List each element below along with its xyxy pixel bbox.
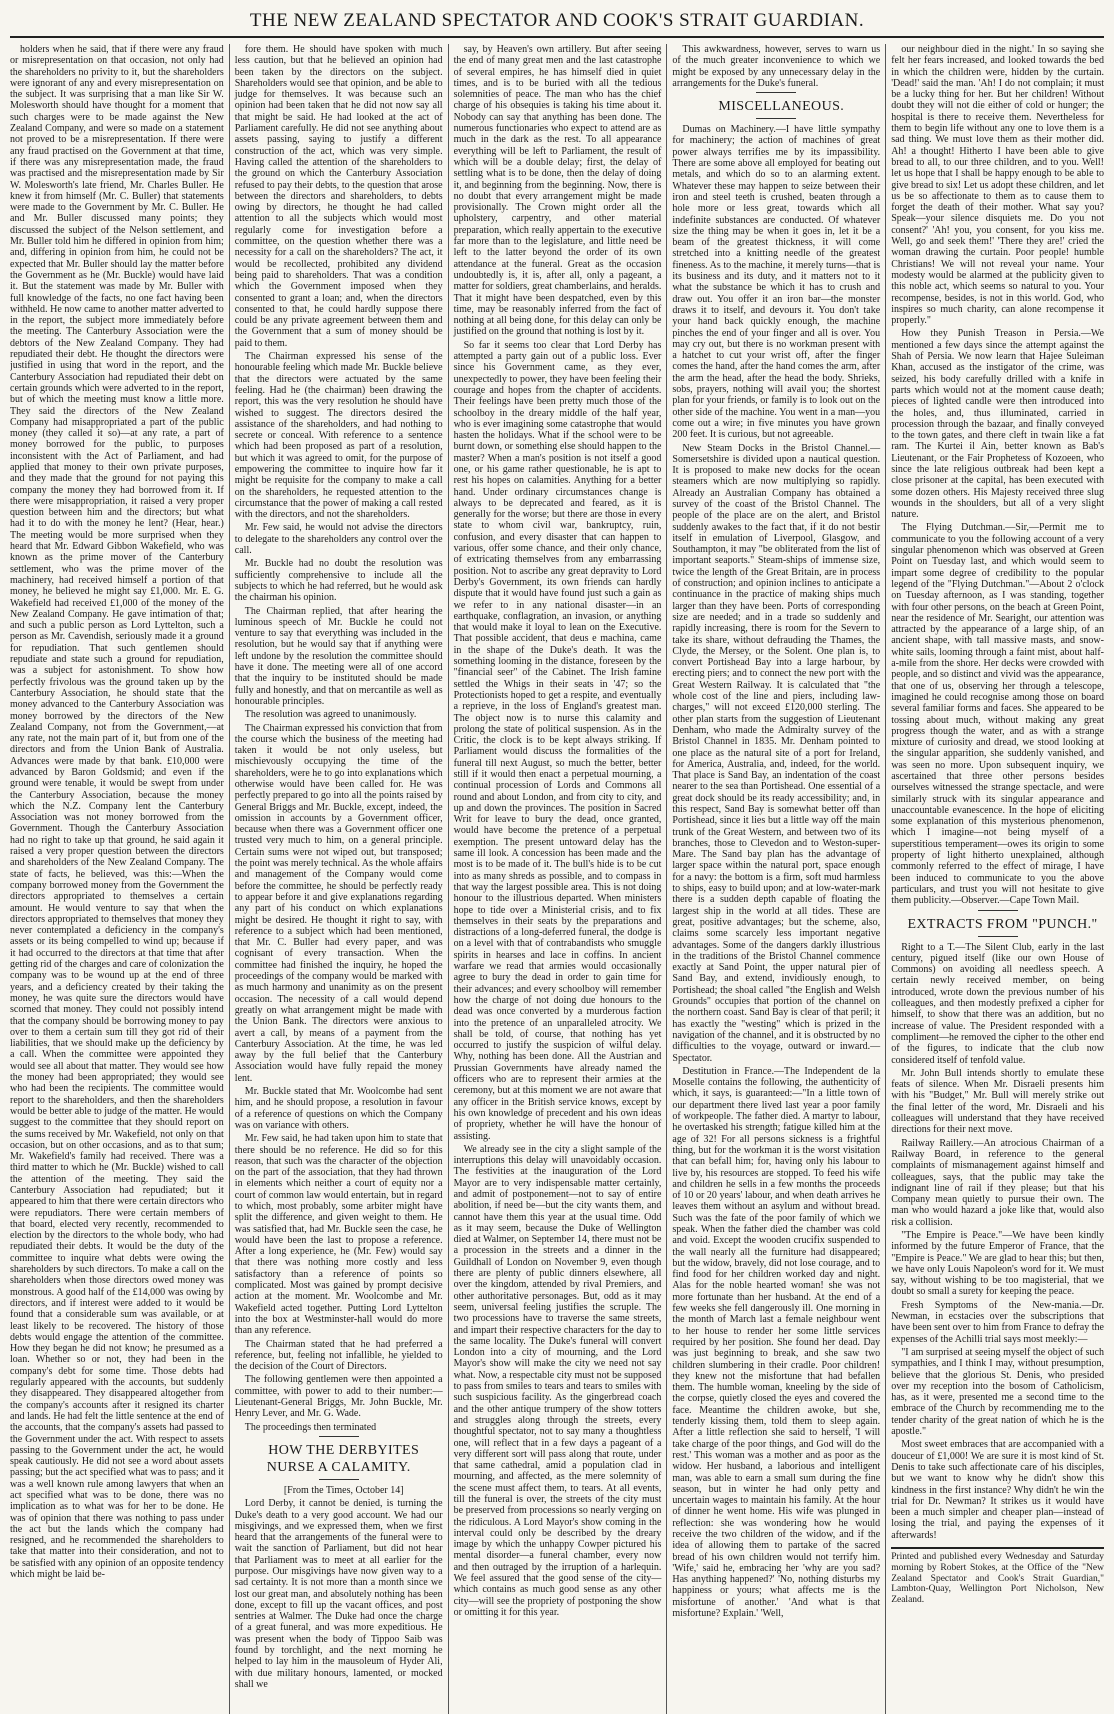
article-paragraph: holders when he said, that if there were any fraud or misrepresentation on that occasion, not only had the shareholders no privity to it, but the shareholders were ignorant of any and every misrepresentation on the subject. It was surprising that a man like Sir W. Molesworth should have thought for a moment that such charges were to be made against the New Zealand Company, and were so made on a statement not proved to be a misrepresentation. If there were any fraud practised on the Government at that time, if there was any misrepresentation made, the fraud was practised and the misrepresentation made by Sir W. Molesworth's late friend, Mr. Charles Buller. He knew it from himself (Mr. C. Buller) that statements were made to the Government by Mr. C. Buller. He and Mr. Buller discussed many points; they discussed the subject of the Nelson settlement, and Mr. Buller told him he differed in opinion from him; and, differing in opinion from him, he could not be expected that Mr. Buller should lay the matter before the Government as he (Mr. Buckle) would have laid it. But the statement was made by Mr. Buller with full knowledge of the facts, no one fact having been withheld. He now came to another matter adverted to in the report, the subject more immediately before the meeting. The Canterbury Association were the debtors of the New Zealand Company. They had repudiated their debt. He thought the directors were justified in using that word in the report, and the Canterbury Association had repudiated their debt on certain grounds which were adverted to in the report, but of which the meeting must know a little more. They said the directors of the New Zealand Company had misappropriated a part of the public money (they called it so)—at any rate, a part of money borrowed for the public, to purposes inconsistent with the Act of Parliament, and had applied that money to their own private purposes, and they made that the ground for not paying this company the money they had borrowed from it. If there were misappropriation, it raised a very proper question between him and the directors; but what had it to do with the money he lent? (Hear, hear.) The meeting would be more surprised when they heard that Mr. Edward Gibbon Wakefield, who was known as the prime mover of the Canterbury settlement, who was the prime mover of the machinery, had received himself a portion of that money, he believed he might say £1,000. Mr. E. G. Wakefield had received £1,000 of the money of the New Zealand Company. He gave intimation of that; and such a public person as Lord Lyttelton, such a person as Mr. Cavendish, seriously made it a ground for repudiation. That such gentlemen should repudiate and state such a ground for repudiation, was a subject for astonishment. To show how perfectly frivolous was the ground taken up by the Canterbury Association, he should state that the money advanced to the Canterbury Association was money borrowed by the directors of the New Zealand Company, not from the Government,—at any rate, not the main part of it, but from one of the directors and from the Union Bank of Australia. Advances were made by that bank. £10,000 were advanced by Baron Goldsmid; and even if the ground were tenable, it would be swept from under the Canterbury Association, because the money which the N.Z. Company lent the Canterbury Association was not money borrowed from the Government. Though the Canterbury Association had no right to take up that ground, he said again it raised a very proper question between the directors and shareholders of the New Zealand Company. The state of facts, he believed, was this:—When the company borrowed money from the Government the directors appropriated to themselves a certain amount. He would venture to say that when the directors appropriated to themselves that money they never contemplated a deficiency in the company's assets or its being compelled to wind up; because if it had occurred to the directors at that time that after getting rid of the charges and care of colonization the company was to be wound up at the end of three years, and a deficiency created by their taking the money, he was quite sure the directors would have scorned that money. They could not possibly intend that the company should be borrowing money to pay over to them a certain sum till they got rid of their liabilities, that we should make up the deficiency by a call. When the committee were appointed they would see all about that matter. They would see how the money had been appropriated; they would see who had been the recipients. The committee would report to the shareholders, and then the shareholders would be better able to judge of the matter. He would suggest to the committee that they should report on the sums received by Mr. Wakefield, not only on that occasion, but on other occasions, and as to that sum; Mr. Wakefield's family had received. There was a third matter to which he (Mr. Buckle) wished to call the attention of the meeting. They said the Canterbury Association had repudiated; but it appeared to him that there were certain directors who were repudiators. There were certain members of that board, elected very recently, recommended to election by the directors to the whole body, who had repudiated their debts. It would be the duty of the committee to inquire what debts were owing the shareholders by such directors. To make a call on the shareholders when those directors owed money was monstrous. A good half of the £14,000 was owing by directors, and if interest were added to it would be found that a considerable sum was available, or at least likely to be recovered. The history of those debts would engage the attention of the committee. How they began he did not know; he presumed as a loan. Whether so or not, they had been in the company's debt for some time. Those debts had regularly appeared with the accounts, but suddenly they disappeared. They disappeared altogether from the company's accounts after it resigned its charter and lands. He had felt the little sentence at the end of the accounts, that the company's assets had passed to the Government under the act. With respect to assets passing to the Government under the act, he would speak cautiously. He did not see a word about assets passing; but the act specified what was to pass; and it was a well known rule among lawyers that when an act specified what was to be done, there was no implication as to what was for her to be done. He was of opinion that there was nothing to pass under the act but the lands which the company had resigned, and he recommended the shareholders to take that matter into their consideration, and not to be satisfied with any opinion of an opposite tendency which might be laid be- <box>10 44 224 1581</box>
section-divider <box>319 1436 359 1437</box>
article-paragraph: The Chairman expressed his conviction that from the course which the business of the meeting had taken it would be not only useless, but mischievously occupying the time of the shareholders, were he to go into explanations which otherwise would have been called for. He was perfectly prepared to go into all the points raised by General Briggs and Mr. Buckle, except, indeed, the omission in accounts by a Government officer, because when there was a Government officer one trusted very much to him, on a general principle. Certain sums were not wiped out, but transposed; the point was merely technical. As the whole affairs and management of the Company would come before the committee, he should be perfectly ready to appear before it and give explanations regarding any part of his conduct on which explanations might be desired. He thought it right to say, with reference to a subject which had been mentioned, that Mr. C. Buller had every paper, and was cognisant of every transaction. When the committee had finished the inquiry, he hoped the proceedings of the company would be marked with as much harmony and unanimity as on the present occasion. The necessity of a call would depend greatly on what arrangement might be made with the Union Bank. The directors were anxious to avert a call, by means of a payment from the Canterbury Association. At the time, he was led away by the full belief that the Canterbury Association would have fully repaid the money lent. <box>234 722 443 1084</box>
column-1 <box>10 44 229 1714</box>
column-4 <box>666 44 885 1714</box>
headline-rule <box>319 1479 359 1480</box>
masthead-title: THE NEW ZEALAND SPECTATOR AND COOK'S STRAIT GUARDIAN. <box>10 8 1104 38</box>
section-divider <box>978 910 1018 911</box>
article-paragraph: Mr. Few said, he would not advise the directors to delegate to the shareholders any control over the call. <box>234 522 443 557</box>
article-paragraph: Dumas on Machinery.—I have little sympathy for machinery; the action of machines of great power always terrifies me by its impassibility. There are some above all employed for beating out metals, and which do so to an alarming extent. Whatever these may happen to seize between their iron and steel teeth is crushed, beaten through a hole more or less great, towards which all indefinite substances are conducted. Of whatever size the thing may be when it goes in, let it be a beam of the greatest thickness, it will come stretched into a knitting needle of the greatest fineness. As to the machine, it merely turns—that is its business and its duty, and it matters not to it what the substance be which it has to crush and draw out. You offer it an iron bar—the monster draws it to itself, and devours it. You don't take your hand back quickly enough, the machine pinches the end of your finger and all is over. You may cry out, but there is no workman present with a hatchet to cut your wrist off, after the finger comes the hand, after the hand comes the arm, after the arm the head, after the head the body. Shrieks, sobs, prayers, nothing will avail you; the shortest plan for your friends, or family is to look out on the other side of the machine. You went in a man—you come out a wire; in five minutes you have grown 200 feet. It is curious, but not agreeable. <box>672 124 881 441</box>
article-headline: HOW THE DERBYITES NURSE A CALAMITY. <box>266 1442 420 1475</box>
article-paragraph: Railway Raillery.—An atrocious Chairman of a Railway Board, in reference to the general complaints of mismanagement against himself and colleagues, says, that the public may take the indignant line of rail if they please; but that his Company mean quietly to pursue their own. The man who would hazard a joke like that, would also risk a collision. <box>891 1137 1104 1228</box>
article-paragraph: Fresh Symptoms of the New-mania.—Dr. Newman, in ecstacies over the subscriptions that have been sent over to him from France to defray the expenses of the Achilli trial says most meekly:— <box>891 1299 1104 1345</box>
article-paragraph: "I am surprised at seeing myself the object of such sympathies, and I think I may, without presumption, believe that the glorious St. Denis, who presided over my reception into the bosom of Catholicism, has, as it were, presented me a second time to the embrace of the Church by recommending me to the tender charity of the great nation of which he is the apostle." <box>891 1346 1104 1438</box>
column-3 <box>448 44 667 1714</box>
article-paragraph: The Chairman expressed his sense of the honourable feeling which made Mr. Buckle believe that the directors were actuated by the same feeling. Had he (the chairman) been drawing the report, this was the very resolution he should have wished to suggest. The directors desired the assistance of the shareholders, and had nothing to secrete or conceal. With reference to a sentence which had been proposed as part of a resolution, but which it was agreed to omit, for the purpose of empowering the committee to inquire how far it might be requisite for the company to make a call on the shareholders, he requested attention to the circumstance that the power of making a call rested with the directors, and not the shareholders. <box>234 351 443 521</box>
article-paragraph: Most sweet embraces that are accompanied with a douceur of £1,000! We are sure it is most kind of St. Denis to take such affectionate care of his disciples, but we want to know why he didn't show this kindness in the first instance? Why didn't he win the trial for Dr. Newman? It strikes us it would have been a much simpler and cheaper plan—instead of losing the trial, and paying the expenses of it afterwards! <box>891 1439 1104 1541</box>
article-paragraph: The Chairman stated that he had preferred a reference, but, feeling not infallible, he yielded to the decision of the Court of Directors. <box>234 1338 443 1373</box>
article-paragraph: New Steam Docks in the Bristol Channel.—Somersetshire is divided upon a nautical question. It is proposed to make new docks for the ocean steamers which are now multiplying so rapidly. Already an Australian Company has obtained a survey of the coast of the Bristol Channel. The people of the place are on the alert, and Bristol suddenly awakes to the fact that, if it do not bestir itself in emulation of Liverpool, Glasgow, and Southampton, it may "be obliterated from the list of important seaports." Steam-ships of immense size, twice the length of the Great Britain, are in process of construction; and opinion inclines to anticipate a continuance in the practice of making ships much larger than they have been. Ports of corresponding size are needed; and in a trade so suddenly and rapidly increasing, there is room for the Severn to take its share, without defrauding the Thames, the Clyde, the Mersey, or the Solent. One plan is, to convert Portishead Bay into a large harbour, by erecting piers; and to connect the new port with the Great Western Railway. It is calculated that "the whole cost of the line and piers, including law-charges," will not exceed £120,000 sterling. The other plan starts from the suggestion of Lieutenant Denham, who made the Admiralty survey of the Bristol Channel in 1835. Mr. Denham pointed to one place as the natural site of a port for Ireland, for America, Australia, and, indeed, for the world. That place is Sand Bay, an indentation of the coast nearer to the sea than Portishead. One essential of a great dock should be its ready accessibility; and, in this respect, Sand Bay is somewhat better off than Portishead, since it lies but a little way off the main trunk of the Great Western, and between two of its branches, those to Clevedon and to Weston-super-Mare. The Sand bay plan has the advantage of larger space within the natural port, space enough for a navy: the bottom is a firm, soft mud harmless to ships, easy to build upon; and at low-water-mark there is a sudden depth capable of floating the largest ship in the world at all tides. These are great, positive advantages; but the scheme, also, claims some scarcely less important negative advantages. Some of the dangers darkly illustrious in the traditions of the Bristol Channel commence exactly at Sand Point, the upper natural pier of Sand Bay, and extend, invidiously enough, to Portishead; the shoal called "the English and Welsh Grounds" occupies that portion of the channel on the northern coast. Sand Bay is clear of that peril; it has exactly the "westing" which is prized in the navigation of the channel, and it is obstructed by no difficulties to the voyage, outward or inward.—Spectator. <box>672 442 881 1064</box>
article-paragraph: We already see in the city a slight sample of the interruptions this delay will unavoidably occasion. The festivities at the inauguration of the Lord Mayor are to very indispensable matter certainly, and admit of postponement—not to say of entire abolition, if need be—but the city wants them, and cannot have them this year at the usual time. Odd as it may seem, because the Duke of Wellington died at Walmer, on September 14, there must not be a procession in the streets and a dinner in the Guildhall of London on November 9, even though there are plenty of public dinners elsewhere, all over the kingdom, attended by rival Premiers, and other authoritative personages. But, odd as it may seem, universal feeling justifies the scruple. The two processions have to traverse the same streets, and impart their respective characters for the day to the same locality. The Duke's funeral will convert London into a city of mourning, and the Lord Mayor's show will make the city we need not say what. Now, a respectable city must not be supposed to pass from smiles to tears and tears to smiles with such suspicious facility. As the gingerbread coach and the other antique trumpery of the show totters and struggles along through the streets, every thoughtful spectator, not to say many a thoughtless one, will reflect that in a few days a pageant of a very different sort will pass along that route, under that same cathedral, amid a population clad in mourning, and affected, as the mere solemnity of the scene must affect them, to tears. At all events, till the funeral is over, the streets of the city must be preserved from processions so nearly verging on the ridiculous. A Lord Mayor's show coming in the interval could only be described by the dreary image by which the unhappy Cowper pictured his mental disorder—a funeral chamber, every now and then outraged by the irruption of a harlequin. We feel assured that the good sense of the city—which contains as much good sense as any other city—will see the propriety of postponing the show or omitting it for this year. <box>453 1143 662 1618</box>
article-paragraph: The Chairman replied, that after hearing the luminous speech of Mr. Buckle he could not venture to say that everything was included in the resolution, but he would say that if anything were left undone by the resolution the committee should have it done. The meeting were all of one accord that the inquiry to be instituted should be made fully and honestly, and that on mercantile as well as honourable principles. <box>234 605 443 707</box>
column-2 <box>229 44 448 1714</box>
article-paragraph: Mr. Few said, he had taken upon him to state that there should be no reference. He did so for this reason, that such was the character of the objection on the part of the association, that they had thrown in elements which neither a court of equity nor a court of common law would entertain, but in regard to which, most probably, some arbiter might have split the difference, and given weight to them. He was satisfied that, had Mr. Buckle seen the case, he would have been the last to propose a reference. After a long experience, he (Mr. Few) would say that there was nothing more costly and less satisfactory than a reference of points so complicated. Most was gained by prompt decisive action at the moment. Mr. Woolcombe and Mr. Wakefield acted together. Putting Lord Lyttelton into the box at Westminster-hall would do more than any reference. <box>234 1133 443 1337</box>
article-paragraph: "The Empire is Peace."—We have been kindly informed by the future Emperor of France, that the "Empire is Peace." We are glad to hear this; but then, we have only Louis Napoleon's word for it. We must say, without wishing to be too magisterial, that we doubt so small a surety for keeping the peace. <box>891 1229 1104 1298</box>
publisher-imprint <box>891 1547 1104 1606</box>
article-paragraph: Mr. Buckle stated that Mr. Woolcombe had sent him, and he should propose, a resolution in favour of a reference of questions on which the Company was on variance with others. <box>234 1086 443 1131</box>
headline-rule <box>978 936 1018 937</box>
publisher-imprint-text: Printed and published every Wednesday and Saturday morning by Robert Stokes, at the Office of the "New Zealand Spectator and Cook's Strait Guardian," Lambton-Quay, Wellington Port Nicholson, New Zealand. <box>891 1552 1104 1606</box>
article-headline: EXTRACTS FROM "PUNCH." <box>907 916 1098 932</box>
article-headline: MISCELLANEOUS. <box>718 99 845 115</box>
article-paragraph: say, by Heaven's own artillery. But after seeing the end of many great men and the last catastrophe of several empires, he has himself died in quiet times, and is to be buried with all the tedious solemnities of peace. The man who has the chief charge of his obsequies is taking his time about it. Nobody can say that anything has been done. The numerous functionaries who expect to attend are as much in the dark as the rest. To all appearance everything will be left to Parliament, the result of which will be a double delay; first, the delay of settling what is to be done, then the delay of doing it, and beginning from the beginning. Now, there is no doubt that every arrangement might be made provisionally. The Crown might order all the upholstery, carpentry, and other material preparation, which really appertain to the executive far more than to the legislature, and little need be left to the latter beyond the order of its own attendance at the funeral. Great as the occasion undoubtedly is, it is, after all, only a pageant, a matter for soldiers, great chamberlains, and heralds. That it might have been despatched, even by this time, may be reasonably inferred from the fact of nothing at all being done, for this delay can only be justified on the ground that nothing is lost by it. <box>453 44 662 338</box>
article-paragraph: The proceedings then terminated <box>244 1421 377 1433</box>
column-5 <box>885 44 1104 1714</box>
article-paragraph: Right to a T.—The Silent Club, early in the last century, pigued itself (like our own House of Commons) on avoiding all needless speech. A certain newly received member, on being introduced, wrote down the previous number of his colleagues, and then modestly prefixed a cipher for himself, to show that there was an addition, but no increase of value. The President responded with a compliment—he removed the cipher to the other end of the figures, to indicate that the club now considered itself of tenfold value. <box>891 941 1104 1066</box>
article-paragraph: The resolution was agreed to unanimously. <box>244 709 417 721</box>
article-paragraph: This awkwardness, however, serves to warn us of the much greater inconvenience to which we might be exposed by any unnecessary delay in the arrangements for the Duke's funeral. <box>672 44 881 89</box>
article-paragraph: Mr. John Bull intends shortly to emulate these feats of silence. When Mr. Disraeli presents him with his "Budget," Mr. Bull will merely strike out the final letter of the word, Mr. Disraeli and his colleagues will understand that they have received directions for their next move. <box>891 1067 1104 1136</box>
article-paragraph: Lord Derby, it cannot be denied, is turning the Duke's death to a very good account. We had our misgivings, and we expressed them, when we first heard that the arrangements of the funeral were to wait the sanction of Parliament, but did not hear that Parliament was to meet at all earlier for the purpose. Our misgivings have now given way to a sad certainty. It is not more than a month since we lost our great man, and absolutely nothing has been done, except to fill up the vacant offices, and post sentries at Walmer. The Duke had once the charge of a great funeral, and was more expeditious. He was present when the body of Tippoo Saib was found by torchlight, and the next morning he helped to lay him in the mausoleum of Hyder Ali, with due military honours, lamented, or mocked shall we <box>234 1498 443 1690</box>
columns-container <box>10 44 1104 1714</box>
article-paragraph: How they Punish Treason in Persia.—We mentioned a few days since the attempt against the Shah of Persia. We now learn that Hajee Suleiman Khan, accused as the instigator of the crime, was seized, his body carefully drilled with a knife in parts which would not at the moment cause death; pieces of lighted candle were then introduced into the holes, and, thus illuminated, carried in procession through the bazaar, and finally conveyed to the town gates, and there cleft in twain like a fat ram. The Kurtei il Ain, better known as Bab's Lieutenant, or the Fair Prophetess of Kozoeen, who since the late religious outbreak had been kept a close prisoner at the capital, has been executed with some dozen others. His Majesty received three slug wounds in the shoulders, but all of a very slight nature. <box>891 328 1104 521</box>
article-paragraph: The following gentlemen were then appointed a committee, with power to add to their number:—Lieutenant-General Briggs, Mr. John Buckle, Mr. Henry Lever, and Mr. G. Wade. <box>234 1374 443 1420</box>
article-paragraph: Destitution in France.—The Independent de la Moselle contains the following, the authenticity of which, it says, is guaranteed:—"In a little town of our department there lived last year a poor family of workpeople. The father died. A martyr to labour, he overtasked his strength; fatigue killed him at the age of 32! For all persons sickness is a frightful thing, but for the workman it is the worst visitation that can befall him; for, having only his labour to live by, his resources are stopped. To feed his wife and children he sells in a few months the proceeds of 10 or 20 years' labour, and when death arrives he leaves them without an asylum and without bread. Such was the fate of the poor family of which we speak. When the father died the chamber was cold and void. Except the wooden crucifix suspended to the wall nearly all the furniture had disappeared; but the widow, bravely, did not lose courage, and to find food for her children worked day and night. Alas for the noble hearted woman! she was not more fortunate than her husband. At the end of a few weeks she fell dangerously ill. One morning in the month of March last a female neighbour went to her house to render her some little services required by her position. She found her dead. Day was just beginning to break, and she saw two children slumbering in their cradle. Poor children! they knew not the misfortune that had befallen them. The humble woman, kneeling by the side of the corpse, quietly closed the eyes and covered the face. Meantime the children awoke, but she, tenderly kissing them, told them to sleep again. After a little reflection she said to herself, 'I will take charge of the poor things, and God will do the rest.' This woman was a mother and as poor as the widow. Her husband, a laborious and intelligent man, was able to earn a small sum during the fine season, but in winter he had only petty and uncertain wages to maintain his family. At the hour of dinner he went home. His wife was plunged in reflection: she was wondering how he would receive the two children of the widow, and if the idea of allowing them to partake of the sacred bread of his own children would not terrify him. 'Wife,' said he, embracing her 'why are you sad? Has anything happened?' 'No, nothing disturbs my happiness or yours; what affects me is the misfortune of another.' 'And what is that misfortune? Explain.' 'Well, <box>672 1065 881 1620</box>
article-paragraph: our neighbour died in the night.' In so saying she felt her fears increased, and looked towards the bed in which the children were, hidden by the curtain. 'Dead!' said the man. 'Ah! I do not complain; it must be a lucky thing for her. But her children! Without doubt they will not die either of cold or hunger; the hospital is there to receive them. Nevertheless for them to begin life without any one to love them is a sad thing. We must love them as their mother did. Ah! a thought! Hitherto I have been able to give bread to all, to our three children, and to you. Well! let us hope that I shall be happy enough to be able to give bread to six! Let us adopt these children, and let us be so affectionate to them as to cause them to forget the death of their mother. What say you? Speak—your silence disquiets me. Do you not consent?' 'Ah! you, you consent, for you kiss me. Well, go and seek them!' 'There they are!' cried the woman drawing the curtain. Poor people! humble Christians! We will not reveal your name. Your modesty would be alarmed at the publicity given to this noble act, which seems so natural to you. Your recompense, besides, is not in this world. God, who inspires so much charity, can alone recompense it properly." <box>891 44 1104 327</box>
article-paragraph: So far it seems too clear that Lord Derby has attempted a party gain out of a public loss. Ever since his Government came, as they ever, unexpectedly to power, they have been feeling their courage and hopes from the chapter of accidents. Their feelings have been pretty much those of the schoolboy in the dreary middle of the half year, who is ever imagining some catastrophe that would hasten the holidays. What if the school were to be burnt down, or something else should happen to the master? When a man's position is not itself a good one, or his game rather questionable, he is apt to rest his hopes on calamities. Anything for a better hand. Under ordinary circumstances change is always to be deprecated and feared, as it is generally for the worse; but there are those in every state to whom civil war, bankruptcy, ruin, confusion, and every disaster that can happen to various, offer some chance, and their only chance, of extricating themselves from any embarrassing position. Not to ascribe any great depravity to Lord Derby's Government, its own friends can hardly dispute that it would have found just such a gain as we refer to in any national disaster—in an earthquake, conflagration, an invasion, or anything that would make it loyal to lean on the Executive. That possible accident, that deus e machina, came in the shape of the Duke's death. It was the something looming in the distance, foreseen by the "financial seer" of the Cabinet. The Irish famine settled the Whigs in their seats in '47; so the Protectionists hoped to get a respite, and eventually a reprieve, in the loss of England's greatest man. The object now is to nurse this calamity and prolong the state of political suspension. As in the Critic, the clock is to be kept always striking. If Parliament would discuss the formalities of the funeral till next August, so much the better, better still if it would then enact a perpetual mourning, a continual procession of Lords and Commons all round and about London, and from city to city, and up and down the provinces. The position in Sacred Writ for leave to bury the dead, once granted, would have become the pretence of a perpetual exemption. The present untoward delay has the same ill look. A concession has been made and the most is to be made of it. The bull's hide is to be cut into as many shreds as possible, and to compass in that way the largest possible area. This is not doing honour to the illustrious departed. When ministers hope to tide over a Ministerial crisis, and to fix themselves in their seats by the preparations and distractions of a long-deferred funeral, the dodge is on a level with that of contrabandists who smuggle spirits in hearses and lace in coffins. In ancient warfare we read that armies would occasionally agree to bury the dead in order to gain time for their advances; and every schoolboy will remember how the charge of not doing due honours to the dead was once converted by a murderous faction into the pretence of an unparalleled atrocity. We shall be told, of course, that nothing has yet occurred to justify the suspicion of wilful delay. Why, nothing has been done. All the Austrian and Prussian Governments have already named the officers who are to represent their armies at the ceremony, but at this moment we are not aware that any officer in the British service knows, except by his own knowledge of precedent and his own ideas of propriety, whether he will have the honour of assisting. <box>453 339 662 1142</box>
article-paragraph: The Flying Dutchman.—Sir,—Permit me to communicate to you the following account of a very singular phenomenon which was observed at Green Point on Tuesday last, and which would seem to impart some degree of credibility to the popular legend of the "Flying Dutchman."—About 2 o'clock on Tuesday afternoon, as I was standing, together with four other persons, on the beach at Green Point, near the residence of Mr. Searight, our attention was attracted by the appearance of a large ship, of an ancient shape, with tall massive masts, and snow-white sails, looming through a faint mist, about half-a-mile from the shore. Her decks were crowded with people, and so distinct and vivid was the appearance, that one of us, observing her through a telescope, imagined he could recognise among those on board several familiar forms and faces. She appeared to be tossing about much, without making any great progress though the water, and as with a strange mixture of curiosity and dread, we stood looking at the singular apparition, she suddenly vanished, and was seen no more. Upon subsequent inquiry, we ascertained that three other persons besides ourselves witnessed the strange spectacle, and were similarly struck with its singular appearance and unaccountable evanescence. In the hope of eliciting some explanation of this mysterious phenomenon, which I imagine—not being myself of a superstitious temperament—owes its origin to some property of light hitherto unexplained, although commonly referred to the effect of mirage, I have been induced to communicate to you the above particulars, and trust you will not hesitate to give them publicity.—Observer.—Cape Town Mail. <box>891 522 1104 907</box>
article-source: [From the Times, October 14] <box>283 1484 404 1496</box>
article-paragraph: fore them. He should have spoken with much less caution, but that he believed an opinion had been taken by the directors on the subject. Shareholders would see that opinion, and be able to judge for themselves. It was because such an opinion had been taken that he did not now say all that might be said. He had looked at the act of Parliament carefully. He did not see anything about assets passing, saying to justify a different construction of the act, which was very simple. Having called the attention of the shareholders to the ground on which the Canterbury Association refused to pay their debts, to the question that arose between the directors and shareholders, to debts owing by directors, he thought he had called attention to all the subjects which would most regularly come for investigation before a committee, on the question whether there was a necessity for a call on the shareholders? The act, it would be recollected, prohibited any dividend being paid to shareholders. That was a condition which the Government imposed when they consented to grant a loan; and, when the directors consented to that, he could hardly suppose there could be any private agreement between them and the Government that a sum of money should be paid to them. <box>234 44 443 349</box>
headline-rule <box>756 118 796 119</box>
section-divider <box>756 92 796 93</box>
article-paragraph: Mr. Buckle had no doubt the resolution was sufficiently comprehensive to include all the subjects to which he had referred, but he would ask the chairman his opinion. <box>234 558 443 604</box>
